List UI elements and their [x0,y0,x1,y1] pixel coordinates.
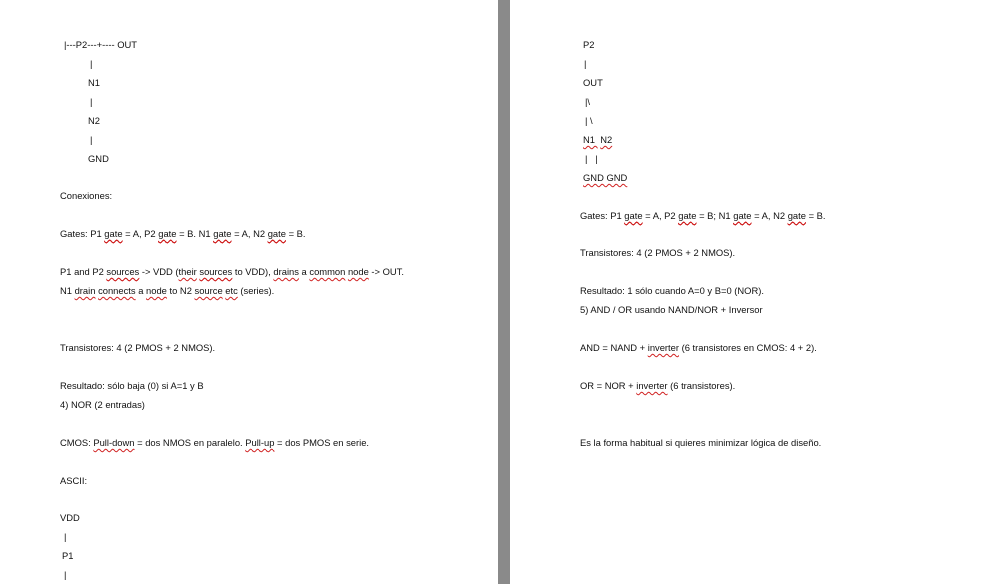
left-page-line-1: |---P2---+---- OUT [64,39,137,50]
left-page-line-18: | [64,531,67,542]
left-page-line-15: CMOS: Pull-down = dos NMOS en paralelo. Pull-up = dos PMOS en serie. [60,437,370,448]
right-page-line-12: 5) AND / OR usando NAND/NOR + Inversor [580,304,763,315]
right-page-line-2: | [584,58,587,69]
left-page-line-17: VDD [60,512,80,523]
left-page-line-4: | [90,96,93,107]
right-page-line-7: | | [585,153,598,164]
left-page-line-10: P1 and P2 sources -> VDD (their sources to VDD), drains a common node -> OUT. [60,266,404,277]
left-page-line-9: Gates: P1 gate = A, P2 gate = B. N1 gate = A, N2 gate = B. [60,228,306,239]
right-page-line-4: |\ [585,96,591,107]
right-page-line-5: | \ [585,115,593,126]
right-document-page[interactable] [510,0,986,584]
left-page-line-11: N1 drain connects a node to N2 source etc (series). [60,285,275,296]
right-page-line-10: Transistores: 4 (2 PMOS + 2 NMOS). [580,247,736,258]
left-page-line-20: | [64,569,67,580]
left-page-line-2: | [90,58,93,69]
left-page-line-16: ASCII: [60,475,88,486]
right-page-line-13: AND = NAND + inverter (6 transistores en CMOS: 4 + 2). [580,342,817,353]
right-page-line-6: N1 N2 [583,134,613,145]
page-divider [498,0,510,584]
right-page-line-15: Es la forma habitual si quieres minimizar lógica de diseño. [580,437,822,448]
right-page-line-8: GND GND [583,172,628,183]
left-page-line-8: Conexiones: [60,190,113,201]
right-page-line-1: P2 [583,39,595,50]
left-page-line-5: N2 [88,115,100,126]
right-page-line-11: Resultado: 1 sólo cuando A=0 y B=0 (NOR). [580,285,764,296]
left-page-line-14: 4) NOR (2 entradas) [60,399,145,410]
right-page-line-14: OR = NOR + inverter (6 transistores). [580,380,736,391]
left-page-line-6: | [90,134,93,145]
left-page-line-19: P1 [62,550,74,561]
right-page-line-3: OUT [583,77,603,88]
left-page-line-7: GND [88,153,109,164]
left-page-line-3: N1 [88,77,100,88]
right-page-line-9: Gates: P1 gate = A, P2 gate = B; N1 gate = A, N2 gate = B. [580,210,826,221]
left-page-line-12: Transistores: 4 (2 PMOS + 2 NMOS). [60,342,216,353]
left-page-line-13: Resultado: sólo baja (0) si A=1 y B [60,380,204,391]
